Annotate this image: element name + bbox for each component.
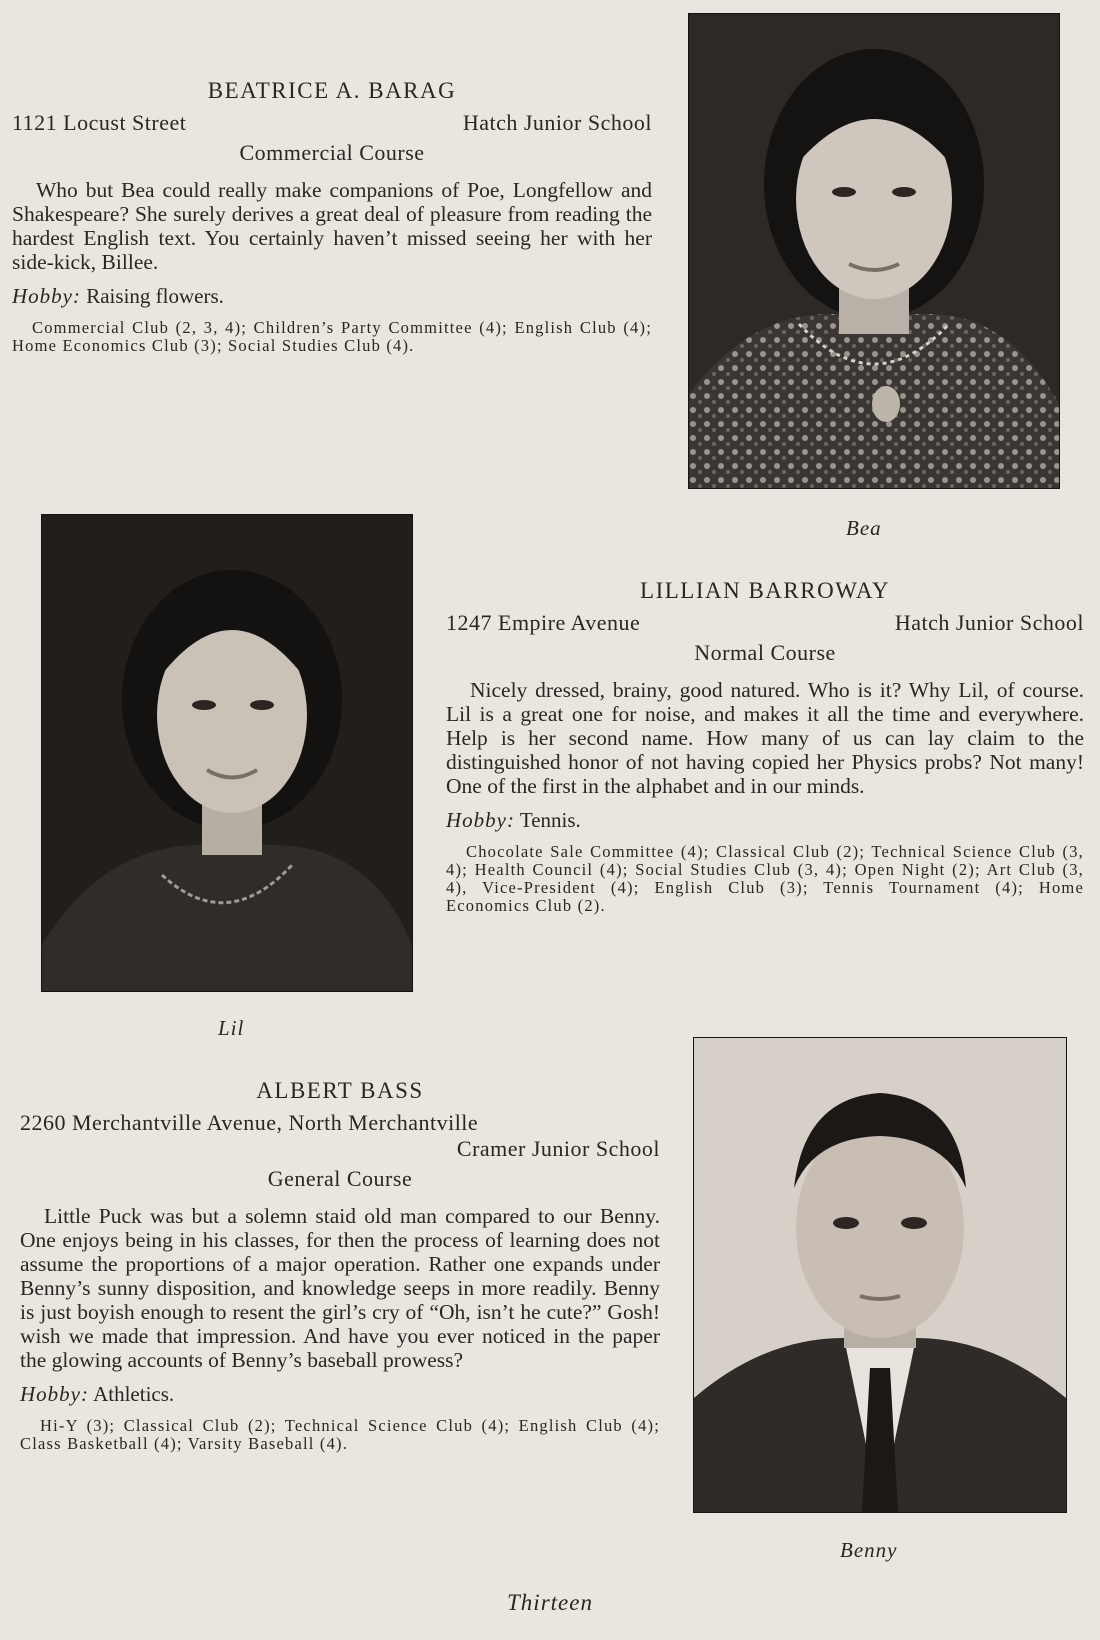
student-bio: Who but Bea could really make companions of Poe, Longfellow and Shakespeare? She surely derives a great deal of pleasure from reading the hardest English text. You certainly haven’t missed seeing her with her side-kick, Billee. bbox=[12, 178, 652, 274]
hobby-row bbox=[446, 808, 1084, 833]
student-name: BEATRICE A. BARAG bbox=[207, 78, 457, 103]
junior-school: Hatch Junior School bbox=[894, 610, 1084, 635]
page-number: Thirteen bbox=[507, 1590, 593, 1615]
activities-list: Hi-Y (3); Classical Club (2); Technical Science Club (4); English Club (4); Class Basketball (4); Varsity Baseball (4). bbox=[20, 1416, 660, 1453]
student-address: 1247 Empire Avenue bbox=[446, 610, 641, 635]
portrait-photo-lil bbox=[42, 515, 412, 991]
hobby-row bbox=[20, 1382, 660, 1407]
course-name: Commercial Course bbox=[239, 140, 425, 165]
junior-school: Cramer Junior School bbox=[456, 1136, 660, 1161]
student-address: 2260 Merchantville Avenue, North Merchantville bbox=[20, 1110, 479, 1135]
hobby-value: Tennis. bbox=[519, 808, 581, 832]
address-row bbox=[446, 610, 1084, 636]
student-bio: Little Puck was but a solemn staid old man compared to our Benny. One enjoys being in his classes, for then the process of learning does not assume the proportions of a major operation. Rather one expands under Benny’s sunny disposition, and knowledge seeps in more readily. Benny is just boyish enough to resent the girl’s cry of “Oh, isn’t he cute?” Gosh! wish we made that impression. And have you ever noticed in the paper the glowing accounts of Benny’s baseball prowess? bbox=[20, 1204, 660, 1372]
hobby-value: Athletics. bbox=[93, 1382, 175, 1406]
hobby-label: Hobby: bbox=[12, 284, 81, 308]
course-name: General Course bbox=[267, 1166, 413, 1191]
student-address: 1121 Locust Street bbox=[12, 110, 187, 135]
activities-list: Chocolate Sale Committee (4); Classical Club (2); Technical Science Club (3, 4); Health Council (4); Social Studies Club (3, 4); Open Night (2); Art Club (3, 4), Vice-President (4); English Club (3); Tennis Tournament (4); Home Economics Club (2). bbox=[446, 842, 1084, 915]
photo-caption-lil: Lil bbox=[218, 1016, 245, 1040]
hobby-label: Hobby: bbox=[446, 808, 515, 832]
student-entry-barag bbox=[12, 78, 652, 355]
photo-caption-bea: Bea bbox=[846, 516, 882, 540]
junior-school: Hatch Junior School bbox=[462, 110, 652, 135]
student-entry-barroway bbox=[446, 578, 1084, 915]
hobby-label: Hobby: bbox=[20, 1382, 89, 1406]
hobby-value: Raising flowers. bbox=[86, 284, 224, 308]
portrait-photo-benny bbox=[694, 1038, 1066, 1512]
student-name: LILLIAN BARROWAY bbox=[640, 578, 890, 603]
hobby-row bbox=[12, 284, 652, 309]
student-bio: Nicely dressed, brainy, good natured. Who is it? Why Lil, of course. Lil is a great one for noise, and makes it all the time and everywhere. Help is her second name. How many of us can lay claim to the distinguished honor of not having copied her Physics probs? Not many! One of the first in the alphabet and in our minds. bbox=[446, 678, 1084, 798]
address-row bbox=[12, 110, 652, 136]
student-name: ALBERT BASS bbox=[256, 1078, 424, 1103]
course-name: Normal Course bbox=[694, 640, 836, 665]
activities-list: Commercial Club (2, 3, 4); Children’s Party Committee (4); English Club (4); Home Economics Club (3); Social Studies Club (4). bbox=[12, 318, 652, 355]
photo-caption-benny: Benny bbox=[840, 1538, 898, 1562]
student-entry-bass bbox=[20, 1078, 660, 1453]
portrait-photo-bea bbox=[689, 14, 1059, 488]
